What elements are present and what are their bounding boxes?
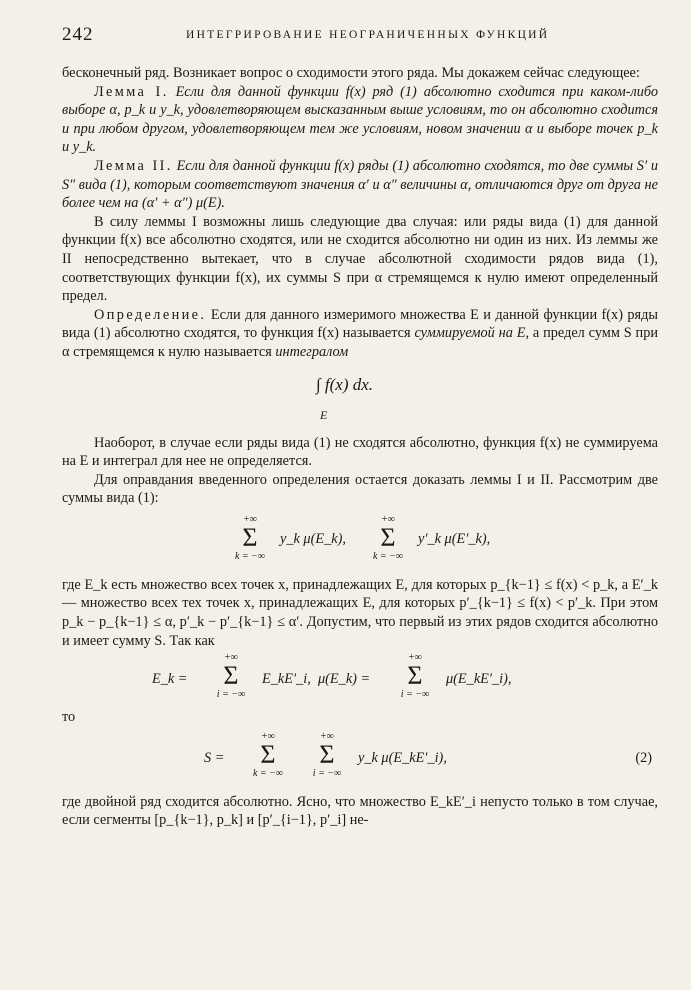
double-sum-sigma-i: +∞ Σ i = −∞ — [312, 730, 342, 779]
paragraph-proof-intro: Для оправдания введенного определения остается доказать леммы I и II. Рассмотрим две суммы вида (1): — [62, 471, 658, 507]
sum-1-term: y_k μ(E_k), — [280, 530, 346, 547]
page-header — [62, 24, 651, 46]
paragraph-continuation: бесконечный ряд. Возникает вопрос о сходимости этого ряда. Мы докажем сейчас следующее: — [62, 65, 640, 81]
two-sums-formula — [62, 510, 658, 576]
ek-lhs: E_k = — [152, 671, 188, 688]
mu-sigma: +∞ Σ i = −∞ — [400, 652, 430, 701]
lemma-2-statement: Если для данной функции f(x) ряды (1) абсолютно сходятся, то две суммы S′ и S″ вида (1), которым соответствуют значения α′ и α″ величины α, отличаются друг от друга не более чем на (α′ + α″) μ(E). — [62, 157, 659, 212]
paragraph-not-summable: Наоборот, в случае если ряды вида (1) не сходятся абсолютно, функция f(x) не суммируема на E и интеграл для нее не определяется. — [62, 434, 658, 470]
running-title: ИНТЕГРИРОВАНИЕ НЕОГРАНИЧЕННЫХ ФУНКЦИЙ — [186, 29, 550, 41]
definition-text-a: Если для данного измеримого множества E и данной функции f(x) ряды вида (1) абсолютно сходятся, то функция f(x) называется — [62, 306, 658, 342]
equation-number-2: (2) — [635, 749, 652, 766]
sum-2-sigma: +∞ Σ k = −∞ — [372, 513, 404, 562]
definition-text-b: а предел сумм S при α стремящемся к нулю называется — [62, 325, 658, 360]
paragraph-double-series: где двойной ряд сходится абсолютно. Ясно, что множество E_kE′_i непусто только в том случае, если сегменты [p_{k−1}, p_k] и [p′_{i−1}, p′_i] не- — [62, 793, 658, 829]
lemma-2-heading: Лемма II. — [94, 157, 173, 174]
definition-term-integral: интегралом — [275, 343, 349, 360]
sum-2-term: y′_k μ(E′_k), — [418, 530, 491, 547]
integral-expression: ∫ f(x) dx. — [316, 374, 374, 394]
double-sum-term: y_k μ(E_kE′_i), — [358, 749, 447, 766]
ek-sigma: +∞ Σ i = −∞ — [216, 652, 246, 701]
mu-lhs: μ(E_k) = — [318, 671, 371, 688]
integral-domain: E — [320, 407, 328, 422]
definition — [62, 306, 658, 362]
double-sum-formula — [62, 727, 658, 793]
mu-term: μ(E_kE′_i), — [446, 671, 512, 688]
lemma-1 — [62, 83, 658, 157]
paragraph-cases: В силу леммы I возможны лишь следующие два случая: или ряды вида (1) для данной функции f(x) все абсолютно сходятся, или не сходится абсолютно ни один из них. Из леммы же II непосредственно вытекает, что в случае абсолютной сходимости рядов вида (1), соответствующих функции f(x), их суммы S при α стремящемся к нулю имеют определенный предел. — [62, 213, 658, 305]
definition-heading: Определение. — [94, 306, 207, 323]
paragraph-sets-definition: где E_k есть множество всех точек x, принадлежащих E, для которых p_{k−1} ≤ f(x) < p_k, а E′_k — множество всех тех точек x, принадлежащих E, для которых p′_{k−1} ≤ f(x) < p′_k. При этом p_k − p_{k−1} ≤ α, p′_k − p′_{k−1} ≤ α′. Допустим, что первый из этих рядов сходится абсолютно и имеет сумму S. Так как — [62, 576, 658, 649]
s-lhs: S = — [204, 749, 225, 766]
page-number: 242 — [62, 24, 94, 45]
integral-formula — [62, 362, 658, 434]
ek-term: E_kE′_i, — [262, 671, 311, 688]
lemma-1-statement: Если для данной функции f(x) ряд (1) абсолютно сходится при каком-либо выборе α, p_k и y_k, удовлетворяющем высказанным выше условиям, то он абсолютно сходится и при любом другом, удовлетворяющем тем же условиям, новом значении α и выборе точек p_k и y_k. — [62, 83, 658, 156]
double-sum-sigma-k: +∞ Σ k = −∞ — [252, 730, 284, 779]
page-body — [62, 64, 658, 830]
set-decomposition-formula — [62, 650, 658, 708]
sum-1-sigma: +∞ Σ k = −∞ — [234, 513, 266, 562]
lemma-2 — [62, 157, 658, 213]
definition-term-summable: суммируемой на E, — [414, 325, 530, 342]
word-then: то — [62, 709, 76, 726]
lemma-1-heading: Лемма I. — [94, 83, 169, 100]
